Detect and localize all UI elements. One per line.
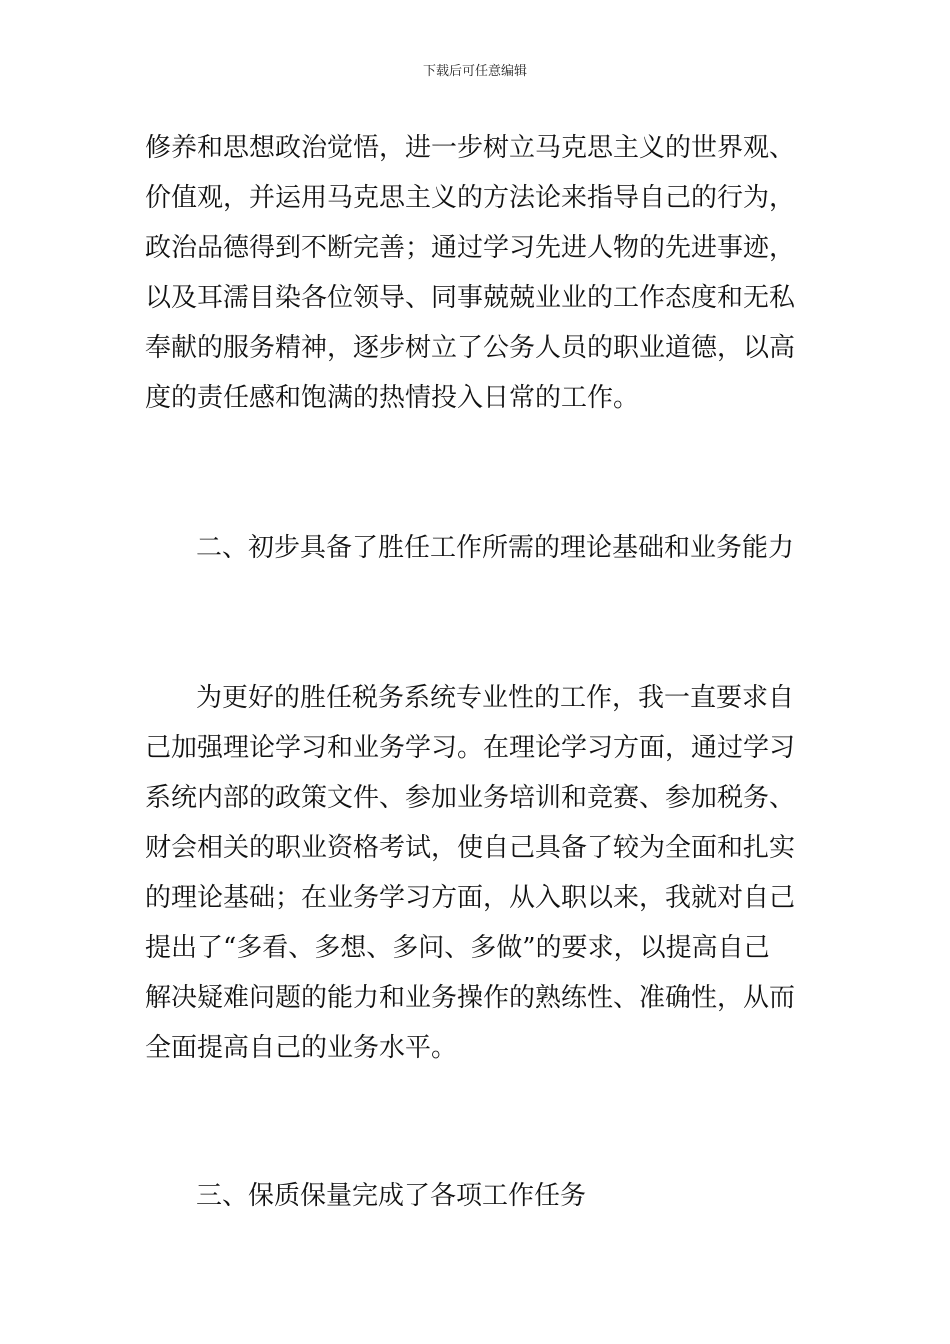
paragraph-1-line-3: 政治品德得到不断完善；通过学习先进人物的先进事迹， (145, 233, 796, 263)
section-heading-3: 三、保质保量完成了各项工作任务 (196, 1181, 587, 1211)
section-heading-2: 二、初步具备了胜任工作所需的理论基础和业务能力 (196, 533, 795, 563)
paragraph-2-line-1: 为更好的胜任税务系统专业性的工作，我一直要求自 (196, 683, 795, 713)
paragraph-2-line-7: 解决疑难问题的能力和业务操作的熟练性、准确性，从而 (145, 983, 796, 1013)
paragraph-1-line-5: 奉献的服务精神，逐步树立了公务人员的职业道德，以高 (145, 333, 796, 363)
paragraph-2-line-5: 的理论基础；在业务学习方面，从入职以来，我就对自己 (145, 883, 796, 913)
paragraph-1-line-2: 价值观，并运用马克思主义的方法论来指导自己的行为， (145, 183, 796, 213)
paragraph-2-line-4: 财会相关的职业资格考试，使自己具备了较为全面和扎实 (145, 833, 796, 863)
page-header: 下载后可任意编辑 (422, 64, 527, 79)
paragraph-1-line-4: 以及耳濡目染各位领导、同事兢兢业业的工作态度和无私 (145, 283, 796, 313)
paragraph-2-line-3: 系统内部的政策文件、参加业务培训和竞赛、参加税务、 (145, 783, 796, 813)
paragraph-2-line-8: 全面提高自己的业务水平。 (145, 1033, 458, 1063)
paragraph-1-line-6: 度的责任感和饱满的热情投入日常的工作。 (145, 383, 640, 413)
paragraph-2-line-6: 提出了“多看、多想、多问、多做”的要求，以提高自己 (145, 933, 770, 963)
paragraph-1-line-1: 修养和思想政治觉悟，进一步树立马克思主义的世界观、 (145, 133, 796, 163)
paragraph-2-line-2: 己加强理论学习和业务学习。在理论学习方面，通过学习 (145, 733, 796, 763)
